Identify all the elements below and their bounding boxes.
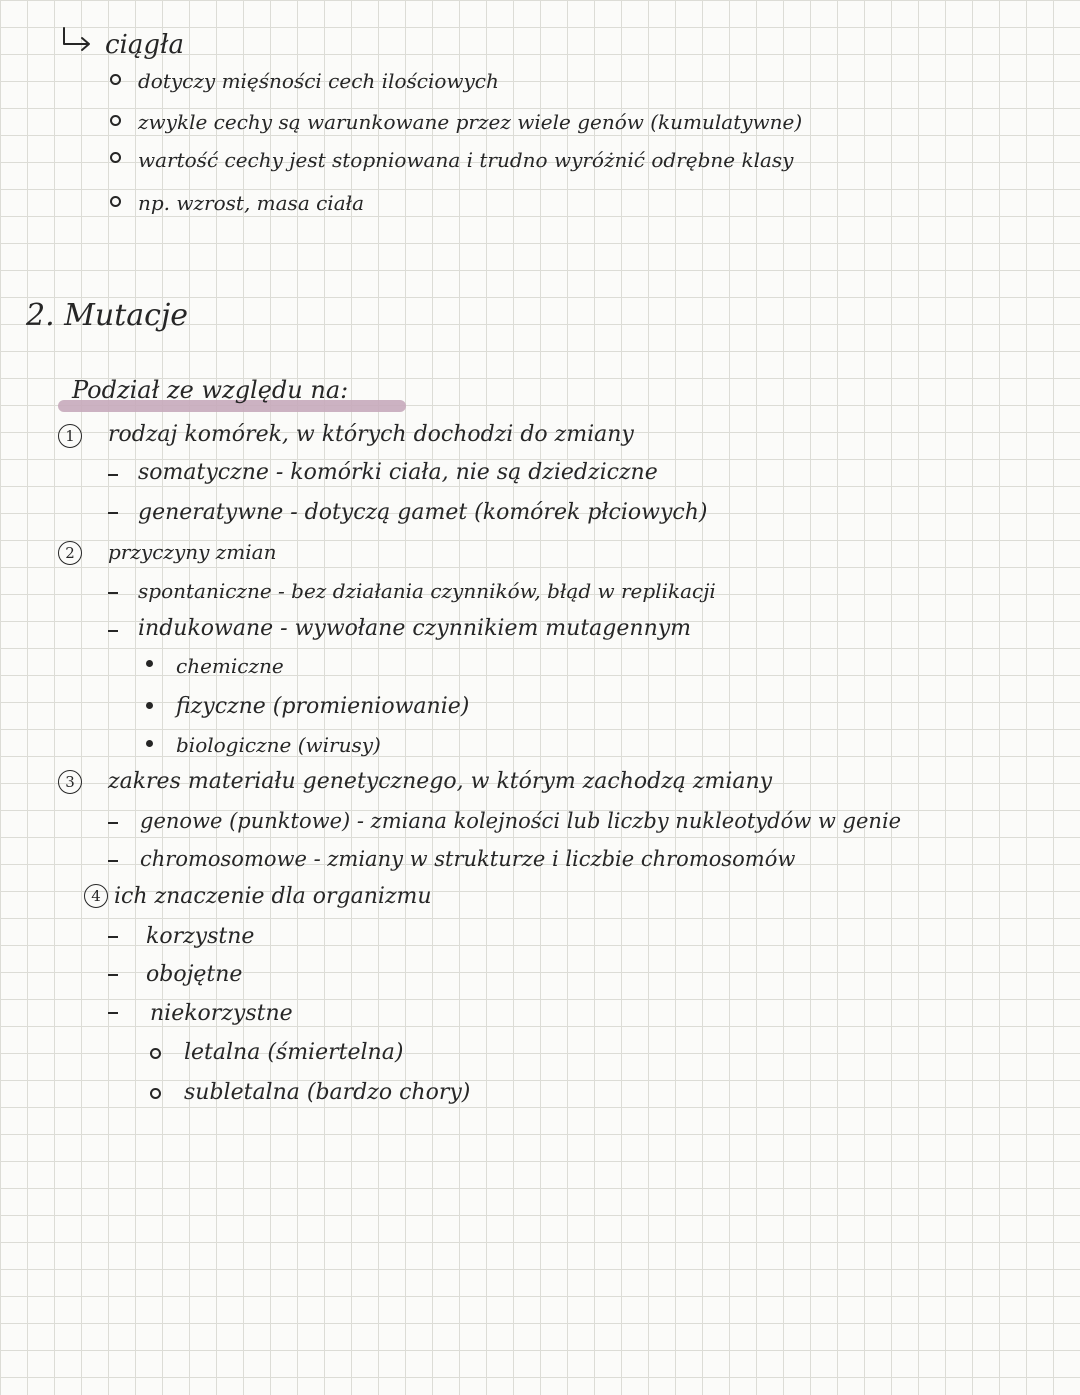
- list-item: generatywne - dotyczą gamet (komórek płciowych): [138, 500, 708, 525]
- group-title: zakres materiału genetycznego, w którym zachodzą zmiany: [108, 769, 773, 794]
- section-heading: 2. Mutacje: [26, 298, 188, 333]
- list-item: niekorzystne: [150, 1001, 293, 1026]
- list-item: zwykle cechy są warunkowane przez wiele genów (kumulatywne): [138, 110, 803, 134]
- list-item: wartość cechy jest stopniowana i trudno wyróżnić odrębne klasy: [138, 148, 794, 172]
- list-item: spontaniczne - bez działania czynników, błąd w replikacji: [138, 579, 716, 603]
- sub-list-item: chemiczne: [176, 654, 284, 678]
- list-item: np. wzrost, masa ciała: [138, 191, 365, 215]
- dash-bullet-icon: [108, 1012, 118, 1014]
- sub-list-item: fizyczne (promieniowanie): [176, 694, 470, 719]
- list-item: korzystne: [146, 924, 255, 949]
- list-item: genowe (punktowe) - zmiana kolejności lub liczby nukleotydów w genie: [140, 809, 902, 833]
- circle-bullet-icon: [110, 115, 121, 126]
- arrow-icon: [60, 26, 94, 54]
- dash-bullet-icon: [108, 936, 118, 938]
- sub-list-item: biologiczne (wirusy): [176, 733, 381, 757]
- dot-bullet-icon: [146, 702, 153, 709]
- dot-bullet-icon: [146, 660, 153, 667]
- group-title: ich znaczenie dla organizmu: [114, 884, 432, 909]
- list-item: chromosomowe - zmiany w strukturze i liczbie chromosomów: [140, 847, 796, 871]
- dash-bullet-icon: [108, 822, 118, 824]
- list-item: dotyczy mięśności cech ilościowych: [138, 69, 499, 93]
- circle-bullet-icon: [110, 152, 121, 163]
- sub-list-item: letalna (śmiertelna): [184, 1040, 404, 1065]
- circle-bullet-icon: [150, 1088, 161, 1099]
- number-circle: 1: [58, 424, 82, 448]
- list-item: somatyczne - komórki ciała, nie są dziedziczne: [138, 460, 658, 485]
- dot-bullet-icon: [146, 740, 153, 747]
- dash-bullet-icon: [108, 860, 118, 862]
- dash-bullet-icon: [108, 474, 118, 476]
- list-item: obojętne: [146, 962, 243, 987]
- number-circle: 4: [84, 884, 108, 908]
- arrow-label: ciągła: [105, 30, 184, 60]
- circle-bullet-icon: [150, 1048, 161, 1059]
- intro-text: Podział ze względu na:: [72, 376, 349, 404]
- dash-bullet-icon: [108, 592, 118, 594]
- dash-bullet-icon: [108, 974, 118, 976]
- list-item: indukowane - wywołane czynnikiem mutagennym: [138, 616, 692, 641]
- number-circle: 3: [58, 770, 82, 794]
- circle-bullet-icon: [110, 74, 121, 85]
- number-circle: 2: [58, 541, 82, 565]
- dash-bullet-icon: [108, 512, 118, 514]
- group-title: przyczyny zmian: [108, 540, 277, 564]
- group-title: rodzaj komórek, w których dochodzi do zmiany: [108, 422, 634, 447]
- sub-list-item: subletalna (bardzo chory): [184, 1080, 471, 1105]
- circle-bullet-icon: [110, 196, 121, 207]
- dash-bullet-icon: [108, 630, 118, 632]
